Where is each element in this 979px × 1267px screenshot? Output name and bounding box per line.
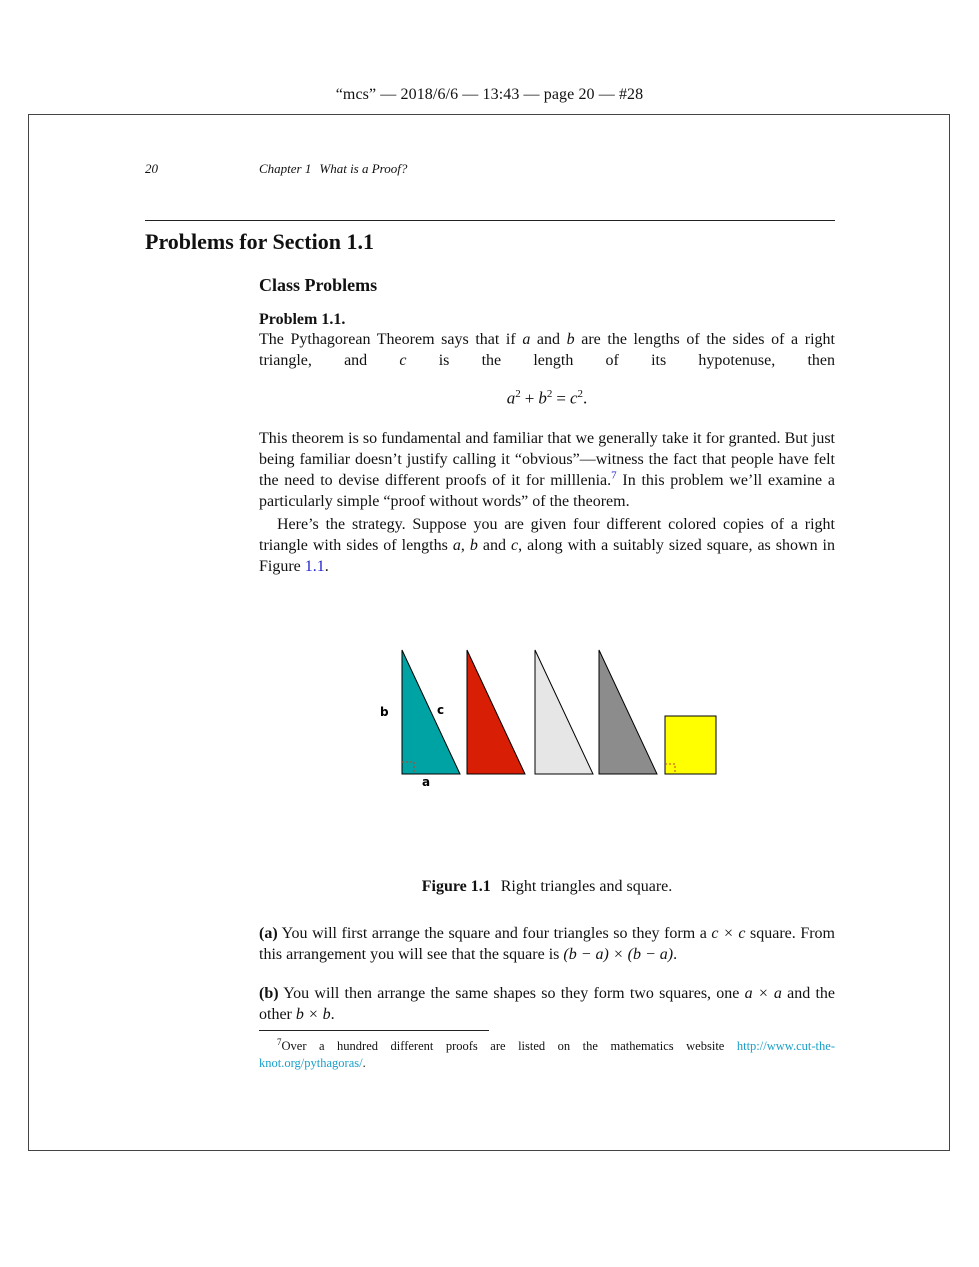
footnote-7: $^7$Over a hundred different proofs are listed on the mathematics website http://www.cut-the-knot.org/pythagoras/. [259, 1037, 835, 1071]
theorem-discussion-paragraph: This theorem is so fundamental and familiar that we generally take it for granted. But just being familiar doesn’t justify calling it “obvious”—witness the fact that people have felt the need to devise different proofs of it for milllenia.$^7$ In this problem we’ll examine a particularly simple “proof without words” of the theorem. [259, 430, 836, 510]
problem-part-b: (b) You will then arrange the same shapes so they form two squares, one a × a and the other b × b. [259, 985, 836, 1023]
teal-triangle [402, 650, 460, 774]
problem-part-a: (a) You will first arrange the square and four triangles so they form a c × c square. From this arrangement you will see that the square is (b − a) × (b − a). [259, 925, 836, 963]
footnote-url-link[interactable]: http://www.cut-the-knot.org/pythagoras/ [259, 1039, 835, 1071]
running-head-chapter: Chapter 1 [259, 161, 312, 176]
running-head-title [259, 161, 407, 177]
figure-caption-text: Right triangles and square. [500, 878, 673, 895]
page-header: “mcs” — 2018/6/6 — 13:43 — page 20 — #28 [335, 86, 644, 103]
figure-caption [259, 878, 835, 896]
strategy-paragraph: Here’s the strategy. Suppose you are given four different colored copies of a right triangle with sides of lengths a, b and c, along with a suitably sized square, as shown in Figure 1.1. [259, 516, 836, 575]
red-triangle [467, 650, 525, 774]
running-head-chapter-title: What is a Proof? [319, 161, 408, 176]
figure-right-triangles-and-square [360, 640, 740, 800]
label-c: c [437, 703, 445, 717]
label-b: b [380, 705, 389, 719]
problem-intro-paragraph: The Pythagorean Theorem says that if a and b are the lengths of the sides of a right triangle, and c is the length of its hypotenuse, then [259, 331, 836, 369]
light-gray-triangle [535, 650, 593, 774]
running-head-page-number: 20 [145, 161, 158, 176]
gray-triangle [599, 650, 657, 774]
footnote-ref-7[interactable]: 7 [611, 469, 617, 482]
yellow-square [665, 716, 716, 774]
pythagorean-equation: $a^2 + b^2 = c^2$. [506, 388, 588, 408]
footnote-rule [259, 1030, 489, 1031]
subsection-title: Class Problems [259, 275, 378, 295]
figure-caption-label: Figure 1.1 [421, 878, 491, 895]
figure-ref-link[interactable]: 1.1 [304, 558, 325, 575]
problem-title: Problem 1.1. [259, 311, 346, 328]
section-rule [145, 220, 835, 221]
label-a: a [422, 775, 431, 789]
section-title: Problems for Section 1.1 [145, 229, 374, 254]
